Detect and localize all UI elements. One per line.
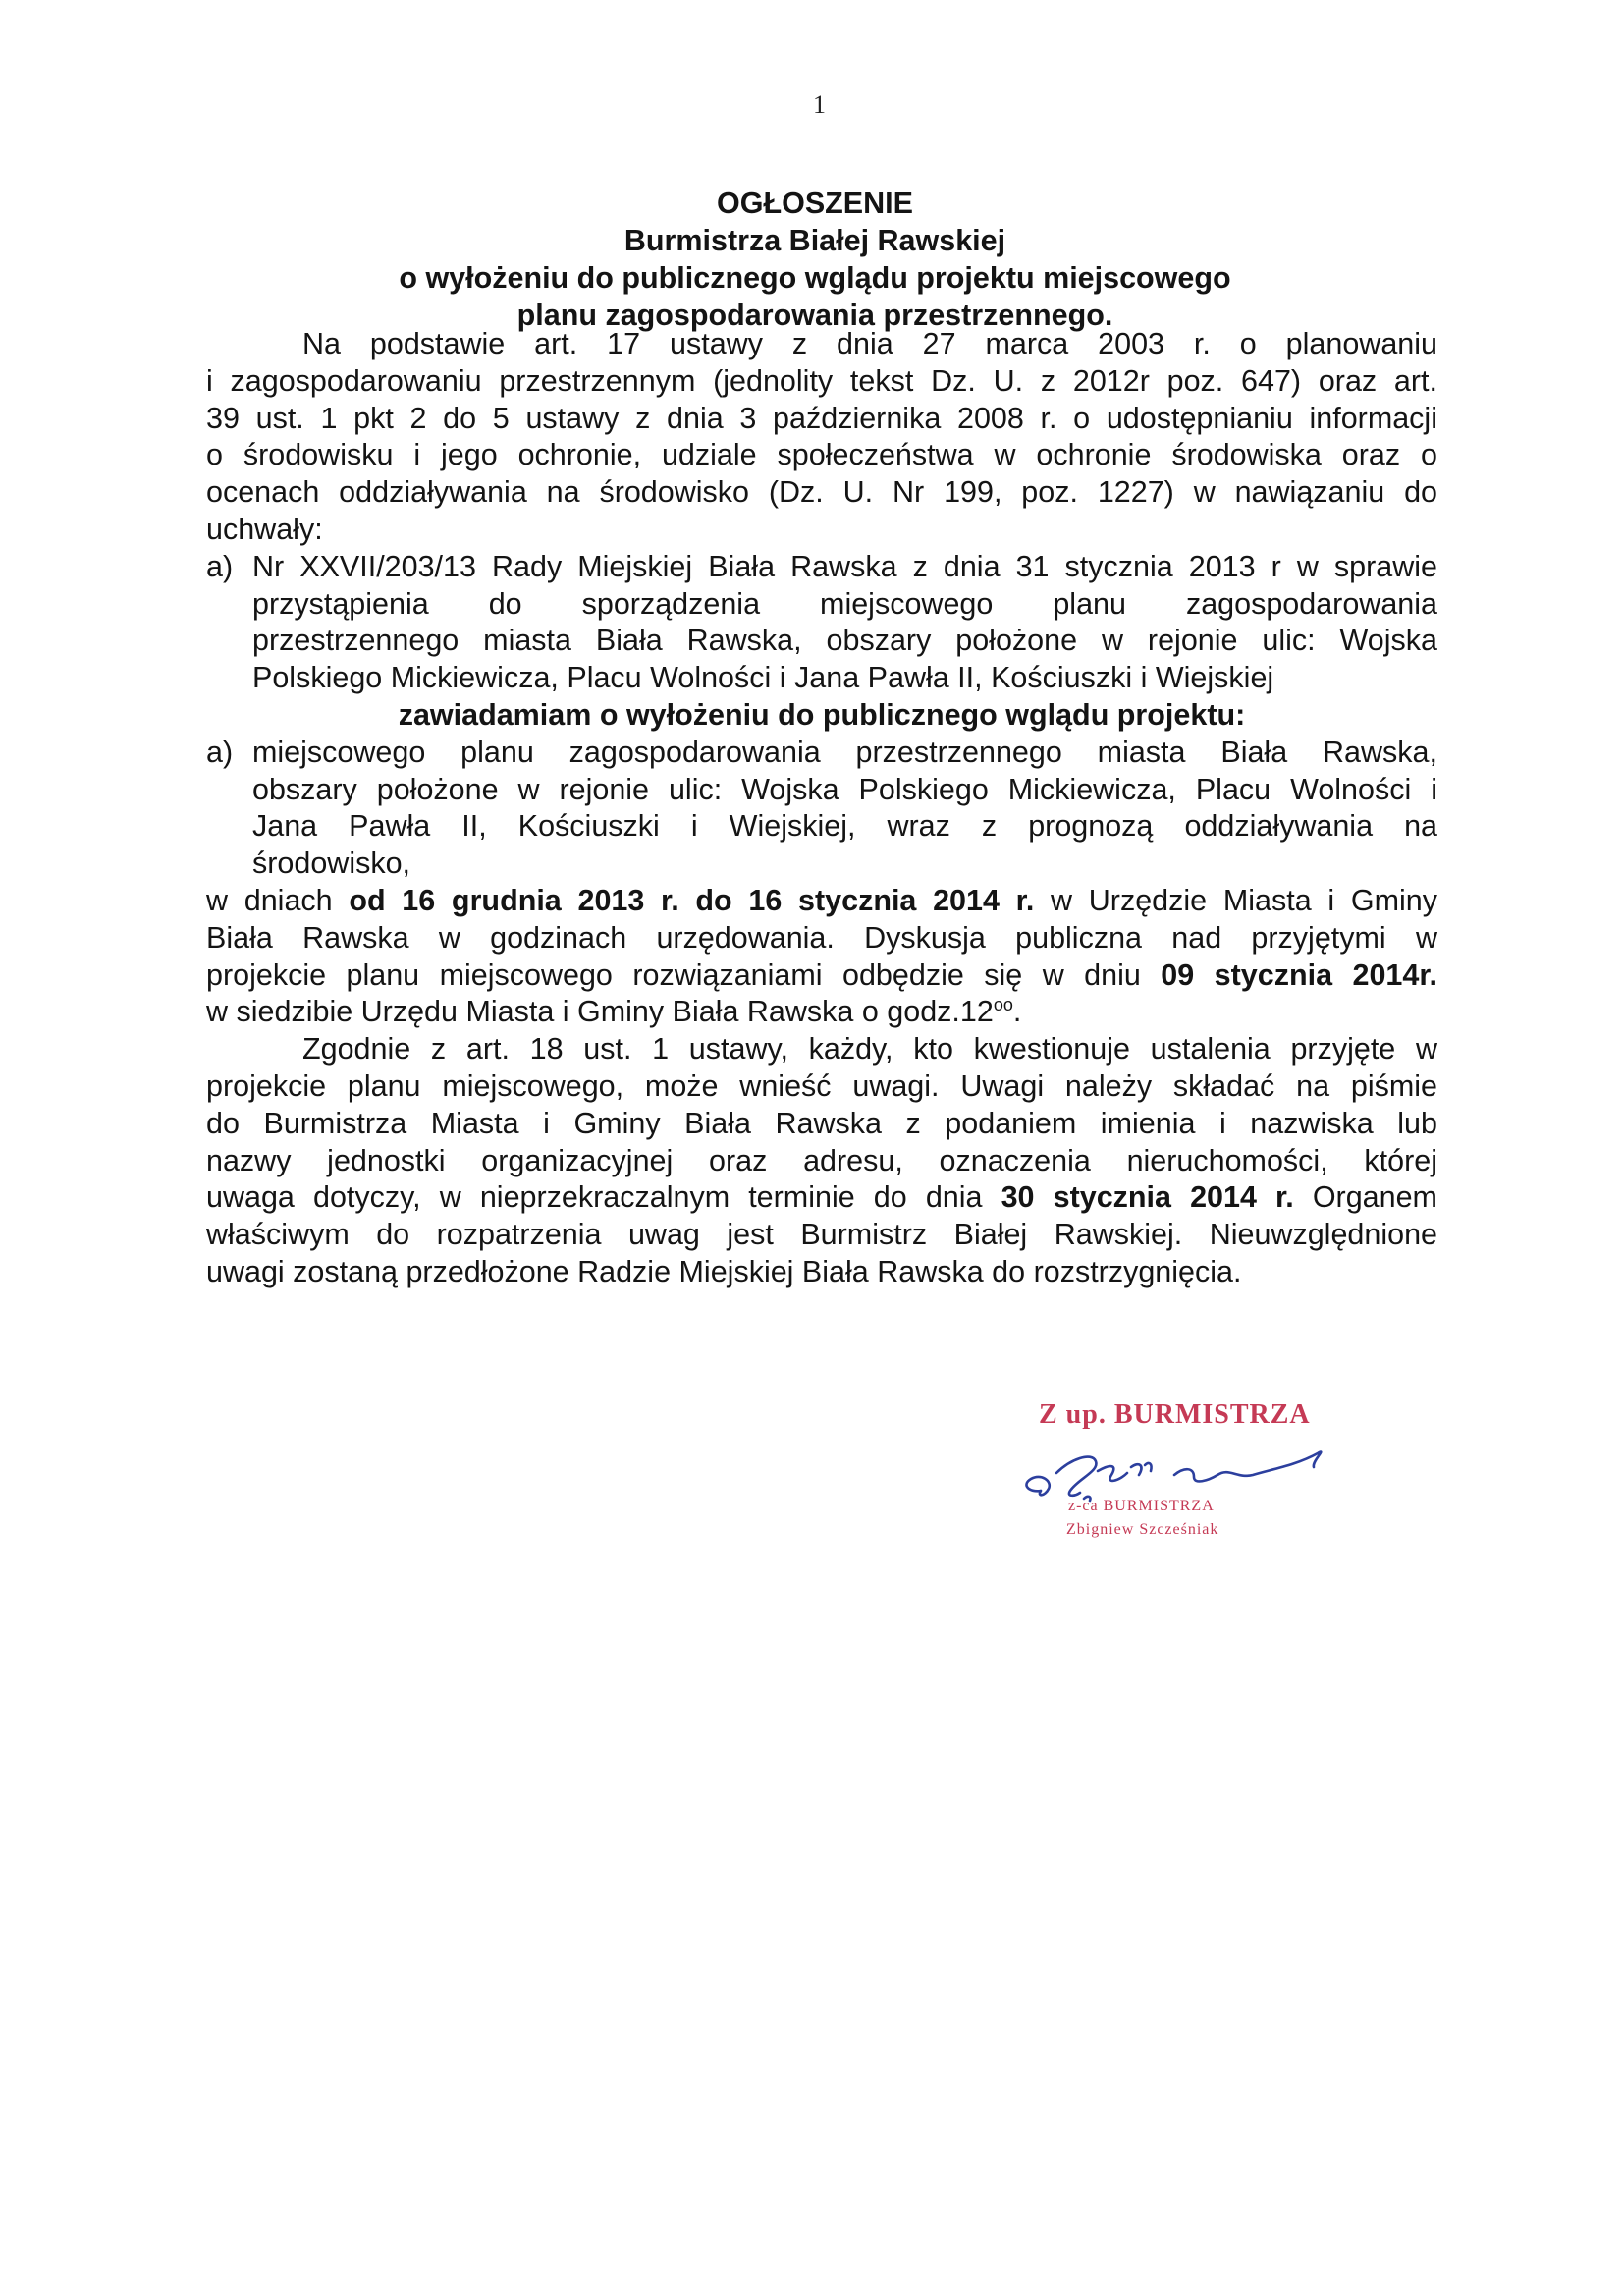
issuer-line: Burmistrza Białej Rawskiej <box>623 224 1006 257</box>
project-label: a) <box>206 735 234 769</box>
resolution-line-2-row <box>206 586 1437 624</box>
venue-text: w siedzibie Urzędu Miasta i Gminy Biała Rawska o godz.12 <box>206 995 994 1029</box>
spacer <box>206 808 252 846</box>
announcement-body <box>206 326 1437 1291</box>
stamp-authority: Z up. BURMISTRZA <box>1039 1399 1311 1430</box>
dates-line-1 <box>206 883 1437 920</box>
venue-end: . <box>1012 995 1022 1029</box>
intro-line-2: i zagospodarowaniu przestrzennym (jednolity tekst Dz. U. z 2012r poz. 647) oraz art. <box>206 363 1437 398</box>
spacer <box>206 586 252 624</box>
subject-line-2: planu zagospodarowania przestrzennego. <box>516 299 1113 332</box>
project-line-2-row <box>206 772 1437 809</box>
display-period: od 16 grudnia 2013 r. do 16 stycznia 2014 r. <box>349 883 1035 917</box>
remarks-line-2: projekcie planu miejscowego, może wnieść uwagi. Uwagi należy składać na piśmie <box>206 1068 1437 1103</box>
remarks-line-5 <box>206 1179 1437 1217</box>
remarks-line-6: właściwym do rozpatrzenia uwag jest Burmistrz Białej Rawskiej. Nieuwzględnione <box>206 1218 1437 1252</box>
resolution-line-2: przystąpienia do sporządzenia miejscowego planu zagospodarowania <box>252 586 1437 621</box>
stamp-deputy-title: z-ca BURMISTRZA <box>1068 1498 1215 1514</box>
project-line-4: środowisko, <box>252 847 411 881</box>
spacer <box>206 772 252 809</box>
project-line-2: obszary położone w rejonie ulic: Wojska Polskiego Mickiewicza, Placu Wolności i <box>252 772 1437 806</box>
deadline-pre: uwaga dotyczy, w nieprzekraczalnym terminie do dnia <box>206 1180 1001 1215</box>
dates-location: w Urzędzie Miasta i Gminy <box>1034 883 1437 917</box>
deadline-post: Organem <box>1293 1180 1437 1215</box>
remarks-line-3: do Burmistrza Miasta i Gminy Biała Rawska z podaniem imienia i nazwiska lub <box>206 1106 1437 1140</box>
resolution-line-4-row <box>206 660 1437 697</box>
discussion-date: 09 stycznia 2014r. <box>1161 957 1437 992</box>
remarks-line-1: Zgodnie z art. 18 ust. 1 ustawy, każdy, kto kwestionuje ustalenia przyjęte w <box>302 1032 1437 1066</box>
resolution-line-3-row <box>206 623 1437 660</box>
page-number: 1 <box>813 90 826 119</box>
spacer <box>206 846 252 883</box>
subject-line-1: o wyłożeniu do publicznego wglądu projektu miejscowego <box>399 261 1231 295</box>
resolution-label: a) <box>206 549 234 583</box>
intro-line-4: o środowisku i jego ochronie, udziale społeczeństwa w ochronie środowiska oraz o <box>206 438 1437 472</box>
time-superscript: oo <box>993 995 1013 1015</box>
project-line-3: Jana Pawła II, Kościuszki i Wiejskiej, wraz z prognozą oddziaływania na <box>252 809 1437 844</box>
project-line-3-row <box>206 808 1437 846</box>
project-item <box>206 735 1437 772</box>
intro-line-1: Na podstawie art. 17 ustawy z dnia 27 marca 2003 r. o planowaniu <box>302 327 1437 360</box>
deadline-date: 30 stycznia 2014 r. <box>1001 1180 1294 1215</box>
resolution-line-4: Polskiego Mickiewicza, Placu Wolności i Jana Pawła II, Kościuszki i Wiejskiej <box>252 661 1274 695</box>
dates-line-4 <box>206 994 1437 1031</box>
announcement-header <box>206 185 1424 334</box>
announcement-title: OGŁOSZENIE <box>717 187 913 220</box>
resolution-line-3: przestrzennego miasta Biała Rawska, obszary położone w rejonie ulic: Wojska <box>252 624 1437 658</box>
spacer <box>206 623 252 660</box>
project-line-4-row <box>206 846 1437 883</box>
spacer <box>206 660 252 697</box>
discussion-pre: projekcie planu miejscowego rozwiązaniami odbędzie się w dniu <box>206 957 1162 992</box>
project-line-1: miejscowego planu zagospodarowania przestrzennego miasta Biała Rawska, <box>252 735 1437 769</box>
notice-heading: zawiadamiam o wyłożeniu do publicznego wglądu projektu: <box>398 697 1246 732</box>
dates-line-3 <box>206 957 1437 995</box>
intro-line-3: 39 ust. 1 pkt 2 do 5 ustawy z dnia 3 października 2008 r. o udostępnianiu informacji <box>206 401 1437 435</box>
handwritten-signature <box>1001 1422 1375 1510</box>
remarks-line-4: nazwy jednostki organizacyjnej oraz adresu, oznaczenia nieruchomości, której <box>206 1143 1437 1177</box>
stamp-deputy-name: Zbigniew Szcześniak <box>1066 1521 1219 1538</box>
remarks-line-7: uwagi zostaną przedłożone Radzie Miejskiej Biała Rawska do rozstrzygnięcia. <box>206 1254 1242 1288</box>
dates-pre: w dniach <box>206 883 350 917</box>
intro-line-5: ocenach oddziaływania na środowisko (Dz. U. Nr 199, poz. 1227) w nawiązaniu do <box>206 475 1437 510</box>
dates-line-2: Biała Rawska w godzinach urzędowania. Dyskusja publiczna nad przyjętymi w <box>206 920 1437 955</box>
resolution-line-1: Nr XXVII/203/13 Rady Miejskiej Biała Rawska z dnia 31 stycznia 2013 r w sprawie <box>252 549 1437 583</box>
resolution-item <box>206 549 1437 586</box>
intro-line-6: uchwały: <box>206 512 323 546</box>
